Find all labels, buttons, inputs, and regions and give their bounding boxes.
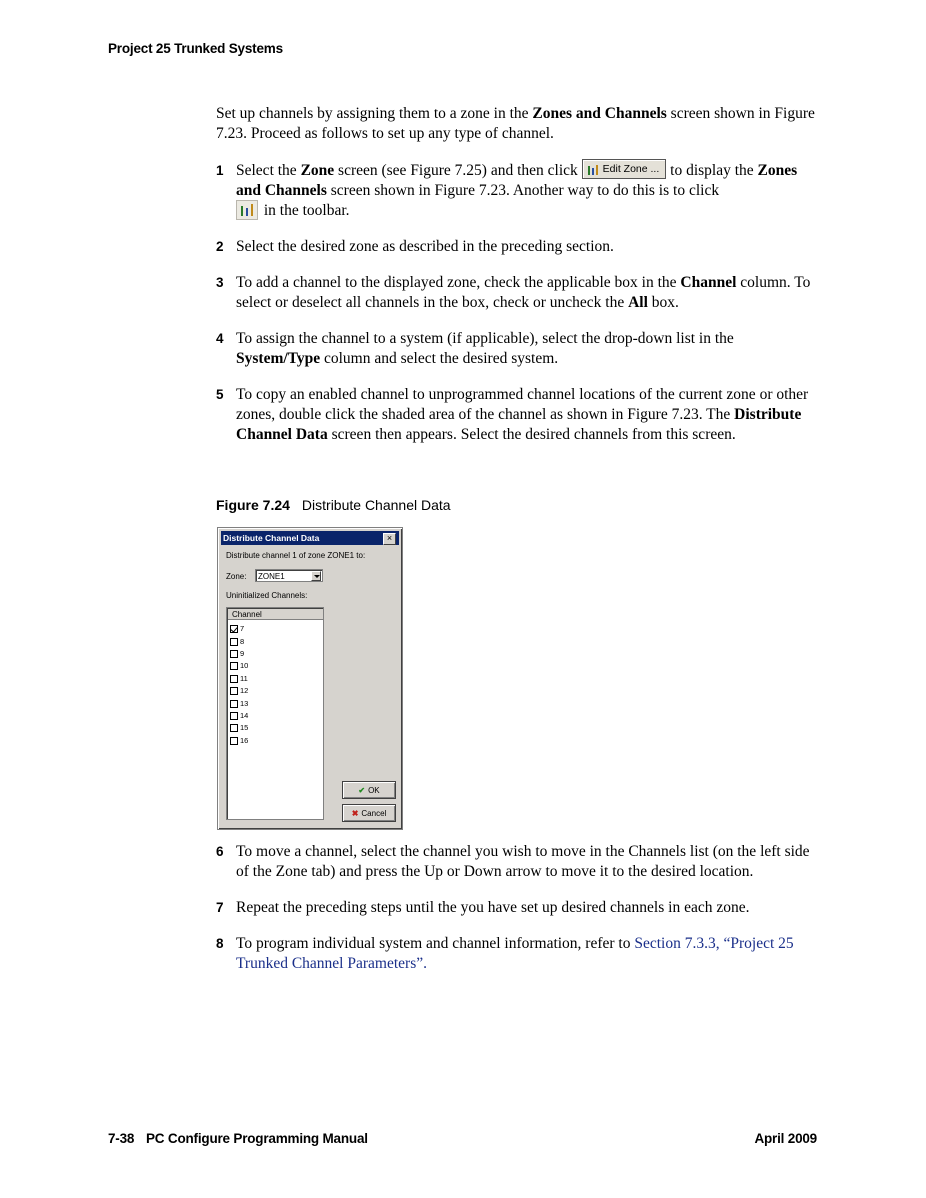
channel-number: 12 (240, 686, 249, 696)
step-number: 5 (216, 387, 224, 402)
channel-number: 9 (240, 648, 245, 658)
channel-rows (230, 623, 248, 747)
section-link[interactable]: Section 7.3.3, “Project 25 Trunked Channel Parameters” (236, 935, 794, 972)
channel-number: 8 (240, 636, 245, 646)
channel-number: 15 (240, 723, 249, 733)
dialog-description: Distribute channel 1 of zone ZONE1 to: (226, 551, 366, 560)
step-1: 1 Select the Zone screen (see Figure 7.25) and then click Edit Zone ... to display the Zones and Channels screen shown in Figure 7.23. Another way to do this is to click in the toolbar. (216, 161, 816, 222)
figure-label: Figure 7.24 (216, 497, 290, 513)
channel-checkbox[interactable] (230, 650, 238, 658)
step-5: 5 To copy an enabled channel to unprogrammed channel locations of the current zone or other zones, double click the shaded area of the channel as shown in Figure 7.23. The Distribute Channel Data screen then appears. Select the desired channels from this screen. (216, 386, 809, 443)
step-3: 3 To add a channel to the displayed zone, check the applicable box in the Channel column. To select or deselect all channels in the box, check or uncheck the All box. (216, 274, 811, 311)
step-number: 3 (216, 275, 224, 290)
step-number: 1 (216, 163, 224, 178)
footer-page-number: 7-38 (108, 1131, 135, 1146)
channel-row[interactable] (230, 710, 248, 722)
x-icon: ✖ (351, 809, 359, 818)
channel-number: 10 (240, 661, 249, 671)
channel-checkbox[interactable] (230, 638, 238, 646)
channel-list[interactable] (226, 607, 324, 820)
step-number: 7 (216, 900, 224, 915)
channel-checkbox[interactable] (230, 724, 238, 732)
channel-checkbox[interactable] (230, 700, 238, 708)
channel-row[interactable] (230, 735, 248, 747)
channel-number: 16 (240, 735, 249, 745)
step-number: 4 (216, 331, 224, 346)
channel-checkbox[interactable] (230, 737, 238, 745)
step-number: 2 (216, 239, 224, 254)
running-header: Project 25 Trunked Systems (108, 41, 283, 56)
channel-number: 11 (240, 673, 248, 683)
channel-row[interactable] (230, 635, 248, 647)
zone-toolbar-icon[interactable] (236, 200, 258, 220)
channel-number: 14 (240, 710, 249, 720)
edit-zone-button[interactable]: Edit Zone ... (582, 159, 667, 179)
figure-title: Distribute Channel Data (301, 497, 451, 513)
channel-checkbox[interactable] (230, 662, 238, 670)
channel-row[interactable] (230, 660, 248, 672)
uninitialized-label: Uninitialized Channels: (226, 591, 308, 600)
zone-icon (587, 164, 599, 176)
channel-column-header[interactable]: Channel (228, 609, 323, 620)
channel-number: 13 (240, 698, 249, 708)
channel-checkbox[interactable] (230, 712, 238, 720)
channel-checkbox[interactable] (230, 687, 238, 695)
step-8: 8 To program individual system and channel information, refer to Section 7.3.3, “Project 25 Trunked Channel Parameters”. (216, 935, 794, 972)
step-number: 8 (216, 936, 224, 951)
step-6: 6 To move a channel, select the channel you wish to move in the Channels list (on the left side of the Zone tab) and press the Up or Down arrow to move it to the desired location. (216, 843, 810, 880)
channel-checkbox[interactable] (230, 675, 238, 683)
step-number: 6 (216, 844, 224, 859)
channel-row[interactable] (230, 685, 248, 697)
distribute-channel-dialog (217, 527, 403, 830)
dialog-title-bar: Distribute Channel Data × (221, 531, 399, 545)
channel-row[interactable] (230, 623, 248, 635)
cancel-button[interactable]: ✖ Cancel (342, 804, 396, 822)
footer-date: April 2009 (754, 1131, 817, 1146)
channel-row[interactable] (230, 648, 248, 660)
close-icon[interactable]: × (383, 533, 396, 545)
chevron-down-icon[interactable] (311, 571, 321, 581)
channel-row[interactable] (230, 697, 248, 709)
channel-row[interactable] (230, 673, 248, 685)
step-7: 7 Repeat the preceding steps until the you have set up desired channels in each zone. (216, 899, 750, 916)
channel-checkbox[interactable] (230, 625, 238, 633)
zone-dropdown[interactable]: ZONE1 (255, 569, 323, 582)
ok-button[interactable]: ✔ OK (342, 781, 396, 799)
zone-label: Zone: (226, 572, 247, 581)
intro-paragraph: Set up channels by assigning them to a zone in the Zones and Channels screen shown in Figure 7.23. Proceed as follows to set up any type of channel. (216, 105, 815, 142)
channel-number: 7 (240, 624, 245, 634)
step-2: 2 Select the desired zone as described in the preceding section. (216, 238, 614, 255)
channel-row[interactable] (230, 722, 248, 734)
step-4: 4 To assign the channel to a system (if applicable), select the drop-down list in the System/Type column and select the desired system. (216, 330, 734, 367)
footer-manual-title: PC Configure Programming Manual (146, 1131, 368, 1146)
figure-caption (216, 497, 451, 513)
checkmark-icon: ✔ (358, 786, 366, 795)
